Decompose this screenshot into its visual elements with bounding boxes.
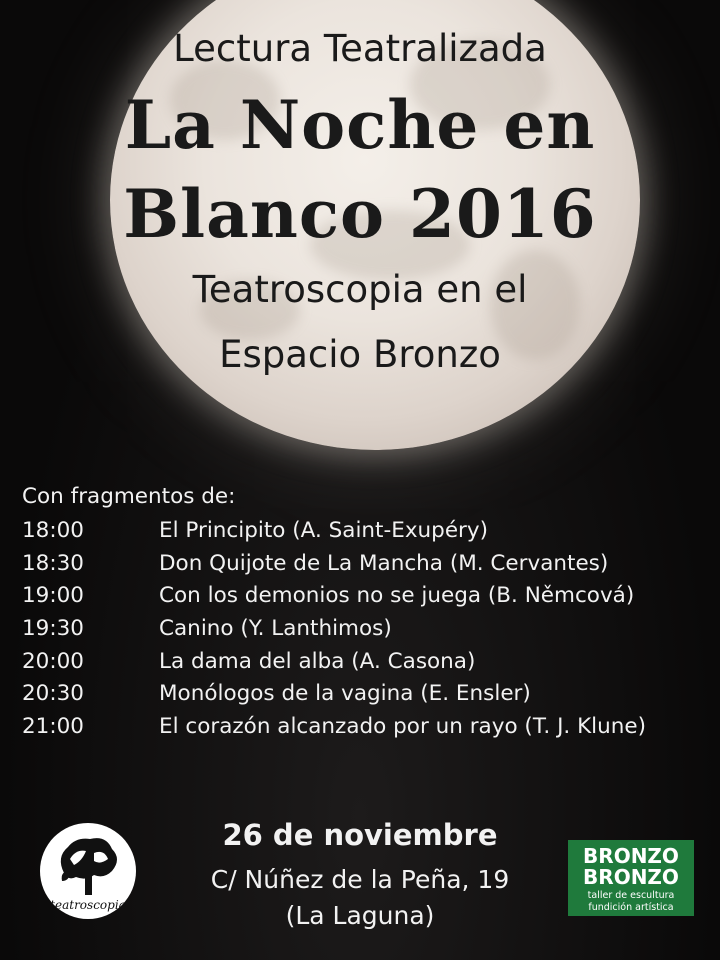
program-time: 18:00 xyxy=(22,517,84,543)
program-row xyxy=(22,710,646,743)
program-row xyxy=(22,645,646,678)
program-time: 21:00 xyxy=(22,713,84,739)
event-address: C/ Núñez de la Peña, 19 xyxy=(210,865,510,894)
kicker-text: Lectura Teatralizada xyxy=(173,27,547,70)
program-row xyxy=(22,677,646,710)
subtitle-line2: Espacio Bronzo xyxy=(219,333,501,376)
program-heading: Con fragmentos de: xyxy=(22,484,236,509)
bronzo-logo-tag1: taller de escultura xyxy=(587,890,675,901)
program-time: 20:30 xyxy=(22,681,84,707)
program-title: Monólogos de la vagina (E. Ensler) xyxy=(159,681,531,707)
program-title: El corazón alcanzado por un rayo (T. J. Klune) xyxy=(159,713,647,739)
program-list xyxy=(22,482,646,743)
program-row xyxy=(22,547,646,580)
main-title-line2: Blanco 2016 xyxy=(123,175,597,253)
bronzo-mark-icon xyxy=(568,840,694,916)
program-time: 20:00 xyxy=(22,648,84,674)
program-time: 19:30 xyxy=(22,615,84,641)
event-city: (La Laguna) xyxy=(285,901,435,930)
teatroscopia-emblem-icon xyxy=(40,823,136,919)
bronzo-logo-tag2: fundición artística xyxy=(588,902,674,913)
program-title: El Principito (A. Saint-Exupéry) xyxy=(159,517,489,543)
teatroscopia-logo xyxy=(40,823,136,919)
bronzo-logo-line2: BRONZO xyxy=(583,865,679,889)
program-title: La dama del alba (A. Casona) xyxy=(159,648,476,674)
program-row xyxy=(22,579,646,612)
teatroscopia-logo-text: teatroscopia xyxy=(50,898,126,912)
program-title: Don Quijote de La Mancha (M. Cervantes) xyxy=(159,550,609,576)
program-time: 18:30 xyxy=(22,550,84,576)
subtitle-line1: Teatroscopia en el xyxy=(192,268,528,311)
event-date: 26 de noviembre xyxy=(222,818,498,852)
bronzo-logo xyxy=(568,840,694,916)
program-title: Con los demonios no se juega (B. Němcová) xyxy=(159,583,635,609)
main-title-line1: La Noche en xyxy=(124,86,596,164)
program-time: 19:00 xyxy=(22,583,84,609)
bronzo-logo-line1: BRONZO xyxy=(583,844,679,868)
program-row xyxy=(22,514,646,547)
program-title: Canino (Y. Lanthimos) xyxy=(159,615,392,641)
program-row xyxy=(22,612,646,645)
